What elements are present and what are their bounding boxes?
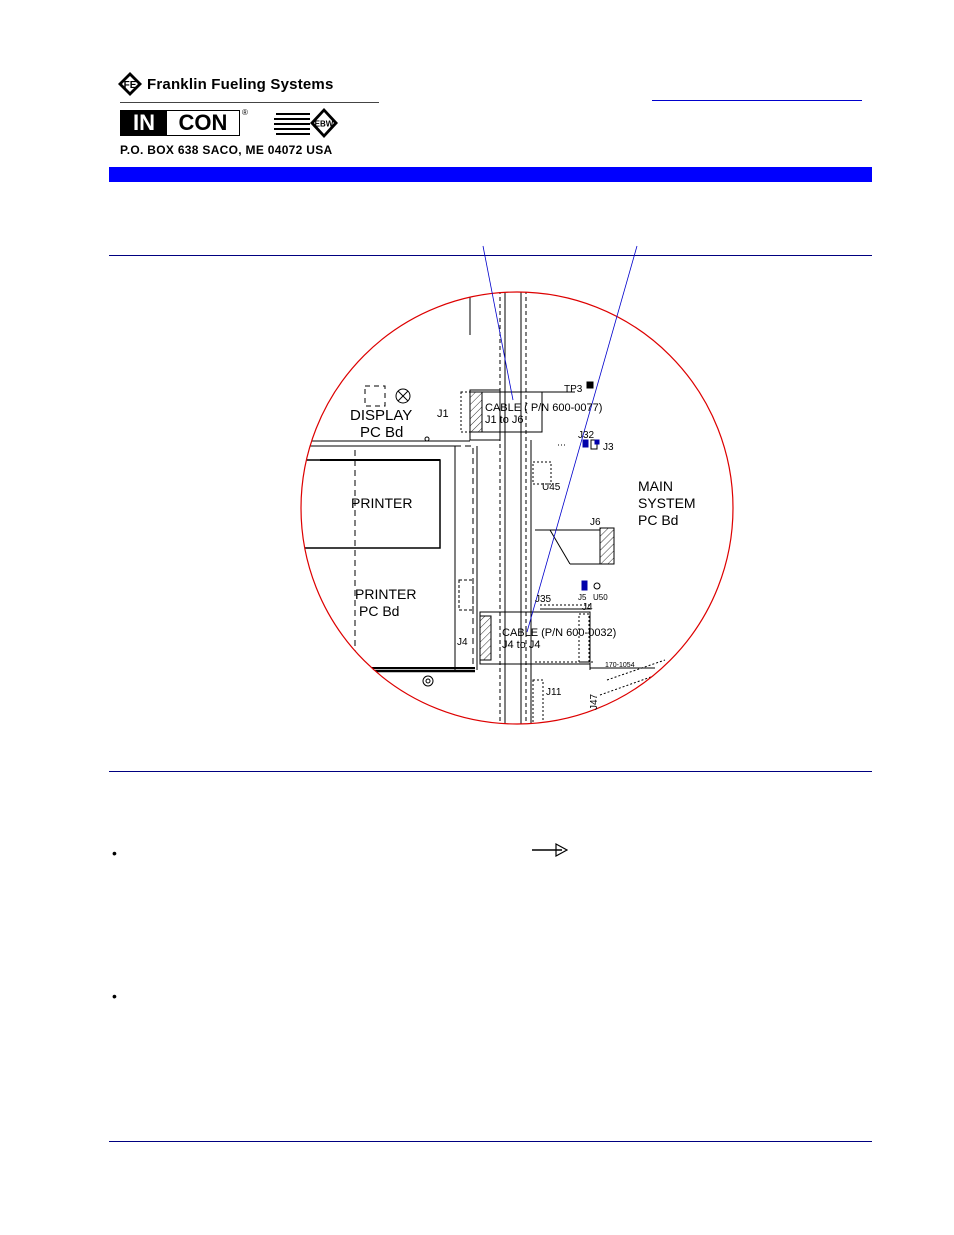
right-arrow-icon: [532, 842, 568, 858]
header-link-underline: [652, 100, 862, 101]
franklin-logo: [117, 71, 334, 97]
label-j3: J3: [603, 442, 614, 453]
label-j4-main: J4: [582, 602, 593, 613]
label-j5: J5: [578, 593, 587, 602]
label-main: MAIN: [638, 478, 673, 494]
label-display: DISPLAY: [350, 407, 413, 424]
leader-lines: [483, 246, 637, 632]
franklin-emblem-icon: [117, 71, 143, 97]
label-system: SYSTEM: [638, 495, 696, 511]
section-rule-middle: [109, 771, 872, 772]
label-printer: PRINTER: [351, 495, 413, 511]
ebw-logo-icon: [274, 106, 342, 140]
label-part-number: 170-1054: [605, 662, 635, 669]
incon-logo-con: CON: [178, 110, 228, 135]
label-j4-printer: J4: [457, 637, 468, 648]
label-printer-board: PRINTER: [355, 586, 417, 602]
header-blue-bar: [109, 167, 872, 182]
label-cable2-a: CABLE (P/N 600-0032): [502, 627, 617, 639]
company-name: Franklin Fueling Systems: [147, 75, 334, 93]
label-cable1-b: J1 to J6: [485, 414, 524, 426]
logo-divider: [120, 102, 379, 103]
main-board: [533, 382, 665, 725]
label-j47: J47: [589, 693, 600, 710]
svg-text:FE: FE: [123, 80, 137, 91]
label-j1: J1: [437, 408, 449, 420]
label-j6: J6: [590, 517, 601, 528]
pcb-diagram: [295, 240, 745, 730]
label-cable1-a: CABLE ( P/N 600-0077): [485, 402, 603, 414]
label-j11: J11: [546, 687, 562, 698]
printer-board: [295, 446, 477, 686]
bullet-1: •: [112, 845, 117, 861]
label-printer-pcbd: PC Bd: [359, 603, 400, 619]
label-j35: J35: [535, 594, 552, 605]
incon-logo-in: IN: [121, 111, 167, 135]
company-address: P.O. BOX 638 SACO, ME 04072 USA: [120, 143, 333, 157]
ebw-text: EBW: [314, 119, 334, 129]
bullet-2: •: [112, 988, 117, 1004]
incon-logo: [120, 110, 240, 136]
label-main-pcbd: PC Bd: [638, 512, 679, 528]
label-u50: U50: [593, 593, 608, 602]
label-u45: U45: [542, 482, 561, 493]
section-rule-bottom: [109, 1141, 872, 1142]
label-tp3: TP3: [564, 384, 583, 395]
registered-mark: ®: [242, 108, 248, 117]
label-j32: J32: [578, 430, 595, 441]
label-display-pcbd: PC Bd: [360, 424, 404, 441]
label-cable2-b: J4 to J4: [502, 639, 541, 651]
